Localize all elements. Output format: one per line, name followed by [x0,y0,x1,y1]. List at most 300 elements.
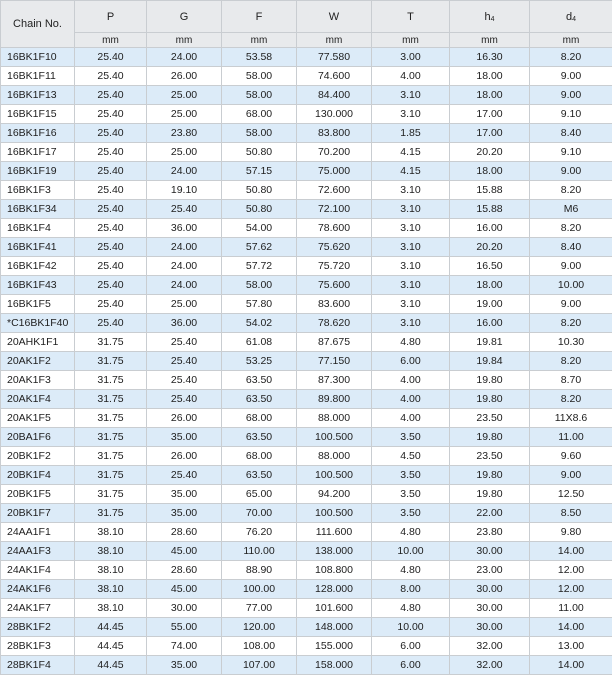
t-cell: 3.10 [372,219,450,238]
h4-cell: 30.00 [450,580,530,599]
p-cell: 25.40 [75,314,147,333]
table-row [1,580,612,599]
h4-cell: 30.00 [450,542,530,561]
chain-no-cell: 16BK1F34 [1,200,75,219]
table-row [1,333,612,352]
chain-no-cell: 16BK1F16 [1,124,75,143]
g-cell: 35.00 [147,428,222,447]
f-cell: 58.00 [222,67,297,86]
f-cell: 100.00 [222,580,297,599]
table-row [1,428,612,447]
h4-cell: 32.00 [450,656,530,675]
chain-no-cell: 24AA1F1 [1,523,75,542]
f-cell: 50.80 [222,181,297,200]
p-cell: 25.40 [75,200,147,219]
g-cell: 74.00 [147,637,222,656]
d4-cell: 9.60 [530,447,612,466]
d4-cell: 8.20 [530,48,612,67]
h4-cell: 17.00 [450,124,530,143]
column-header-g: G [147,1,222,33]
table-row [1,599,612,618]
w-cell: 83.800 [297,124,372,143]
t-cell: 3.50 [372,485,450,504]
t-cell: 3.50 [372,428,450,447]
g-cell: 25.40 [147,352,222,371]
d4-cell: 9.00 [530,162,612,181]
chain-no-cell: 16BK1F3 [1,181,75,200]
chain-no-cell: 28BK1F4 [1,656,75,675]
g-cell: 26.00 [147,409,222,428]
t-cell: 4.00 [372,67,450,86]
g-cell: 24.00 [147,48,222,67]
table-header [1,1,612,48]
t-cell: 4.50 [372,447,450,466]
g-cell: 25.00 [147,105,222,124]
chain-no-cell: 16BK1F41 [1,238,75,257]
f-cell: 68.00 [222,447,297,466]
d4-cell: 11.00 [530,428,612,447]
table-row [1,352,612,371]
h4-cell: 16.00 [450,219,530,238]
d4-cell: 9.00 [530,295,612,314]
h4-cell: 15.88 [450,181,530,200]
d4-cell: 8.50 [530,504,612,523]
h4-cell: 19.80 [450,390,530,409]
table-row [1,48,612,67]
p-cell: 31.75 [75,352,147,371]
h4-cell: 18.00 [450,162,530,181]
g-cell: 45.00 [147,542,222,561]
w-cell: 84.400 [297,86,372,105]
p-cell: 31.75 [75,390,147,409]
table-row [1,523,612,542]
chain-no-cell: 16BK1F19 [1,162,75,181]
p-cell: 25.40 [75,124,147,143]
h4-cell: 19.84 [450,352,530,371]
d4-cell: 8.40 [530,238,612,257]
chain-no-cell: 20AHK1F1 [1,333,75,352]
table-row [1,219,612,238]
header-row-labels [1,1,612,33]
w-cell: 87.300 [297,371,372,390]
w-cell: 100.500 [297,428,372,447]
h4-cell: 19.80 [450,371,530,390]
table-row [1,504,612,523]
p-cell: 31.75 [75,504,147,523]
chain-no-cell: 24AK1F6 [1,580,75,599]
g-cell: 25.00 [147,143,222,162]
f-cell: 70.00 [222,504,297,523]
w-cell: 88.000 [297,409,372,428]
chain-no-cell: 20AK1F3 [1,371,75,390]
table-row [1,295,612,314]
table-row [1,257,612,276]
unit-p: mm [75,33,147,48]
table-body [1,48,612,675]
table-row [1,542,612,561]
f-cell: 107.00 [222,656,297,675]
chain-no-cell: 16BK1F43 [1,276,75,295]
t-cell: 3.50 [372,504,450,523]
chain-no-cell: 24AK1F4 [1,561,75,580]
table-row [1,162,612,181]
h4-cell: 30.00 [450,599,530,618]
g-cell: 30.00 [147,599,222,618]
h4-cell: 23.50 [450,409,530,428]
t-cell: 3.10 [372,257,450,276]
chain-no-cell: 16BK1F15 [1,105,75,124]
d4-cell: 8.40 [530,124,612,143]
f-cell: 68.00 [222,409,297,428]
w-cell: 101.600 [297,599,372,618]
w-cell: 70.200 [297,143,372,162]
d4-cell: 9.00 [530,67,612,86]
chain-no-cell: 20BK1F5 [1,485,75,504]
table-row [1,561,612,580]
w-cell: 75.720 [297,257,372,276]
p-cell: 25.40 [75,162,147,181]
table-row [1,143,612,162]
p-cell: 38.10 [75,599,147,618]
h4-cell: 18.00 [450,67,530,86]
t-cell: 6.00 [372,352,450,371]
w-cell: 88.000 [297,447,372,466]
t-cell: 1.85 [372,124,450,143]
p-cell: 44.45 [75,618,147,637]
t-cell: 4.15 [372,143,450,162]
t-cell: 4.80 [372,561,450,580]
table-row [1,200,612,219]
w-cell: 72.100 [297,200,372,219]
w-cell: 158.000 [297,656,372,675]
g-cell: 24.00 [147,162,222,181]
column-header-p: P [75,1,147,33]
column-header-f: F [222,1,297,33]
p-cell: 25.40 [75,219,147,238]
p-cell: 44.45 [75,656,147,675]
w-cell: 138.000 [297,542,372,561]
f-cell: 57.72 [222,257,297,276]
chain-no-cell: 20AK1F5 [1,409,75,428]
chain-no-cell: 16BK1F4 [1,219,75,238]
h4-cell: 16.50 [450,257,530,276]
chain-no-cell: 16BK1F5 [1,295,75,314]
unit-w: mm [297,33,372,48]
p-cell: 25.40 [75,181,147,200]
f-cell: 110.00 [222,542,297,561]
f-cell: 58.00 [222,276,297,295]
g-cell: 25.40 [147,371,222,390]
g-cell: 24.00 [147,276,222,295]
table-row [1,67,612,86]
g-cell: 35.00 [147,656,222,675]
d4-cell: 9.00 [530,86,612,105]
h4-cell: 32.00 [450,637,530,656]
f-cell: 88.90 [222,561,297,580]
d4-cell: 12.50 [530,485,612,504]
t-cell: 3.50 [372,466,450,485]
d4-cell: 8.20 [530,181,612,200]
f-cell: 57.62 [222,238,297,257]
t-cell: 4.00 [372,390,450,409]
h4-cell: 18.00 [450,276,530,295]
d4-cell: 8.20 [530,219,612,238]
w-cell: 78.600 [297,219,372,238]
p-cell: 31.75 [75,409,147,428]
g-cell: 35.00 [147,504,222,523]
g-cell: 25.40 [147,390,222,409]
p-cell: 31.75 [75,428,147,447]
chain-no-cell: 28BK1F2 [1,618,75,637]
h4-cell: 23.50 [450,447,530,466]
w-cell: 100.500 [297,466,372,485]
f-cell: 54.00 [222,219,297,238]
unit-g: mm [147,33,222,48]
f-cell: 63.50 [222,466,297,485]
f-cell: 76.20 [222,523,297,542]
table-row [1,447,612,466]
g-cell: 25.00 [147,295,222,314]
p-cell: 38.10 [75,580,147,599]
t-cell: 4.00 [372,371,450,390]
table-row [1,618,612,637]
t-cell: 6.00 [372,656,450,675]
t-cell: 10.00 [372,542,450,561]
column-header-t: T [372,1,450,33]
chain-no-header: Chain No. [1,1,75,48]
g-cell: 45.00 [147,580,222,599]
d4-cell: 10.00 [530,276,612,295]
h4-cell: 30.00 [450,618,530,637]
chain-no-cell: 24AK1F7 [1,599,75,618]
chain-no-cell: 16BK1F11 [1,67,75,86]
h4-cell: 19.81 [450,333,530,352]
chain-no-cell: 28BK1F3 [1,637,75,656]
f-cell: 63.50 [222,428,297,447]
g-cell: 36.00 [147,314,222,333]
p-cell: 38.10 [75,542,147,561]
table-row [1,238,612,257]
table-row [1,390,612,409]
p-cell: 25.40 [75,276,147,295]
w-cell: 89.800 [297,390,372,409]
t-cell: 3.10 [372,200,450,219]
f-cell: 58.00 [222,86,297,105]
t-cell: 4.80 [372,599,450,618]
t-cell: 3.10 [372,86,450,105]
t-cell: 6.00 [372,637,450,656]
p-cell: 25.40 [75,238,147,257]
g-cell: 25.40 [147,466,222,485]
p-cell: 31.75 [75,447,147,466]
d4-cell: 8.20 [530,314,612,333]
w-cell: 75.600 [297,276,372,295]
table-row [1,314,612,333]
f-cell: 63.50 [222,371,297,390]
d4-cell: 9.00 [530,466,612,485]
w-cell: 130.000 [297,105,372,124]
h4-cell: 19.00 [450,295,530,314]
p-cell: 25.40 [75,105,147,124]
p-cell: 25.40 [75,86,147,105]
unit-t: mm [372,33,450,48]
g-cell: 28.60 [147,523,222,542]
w-cell: 111.600 [297,523,372,542]
d4-cell: 12.00 [530,561,612,580]
g-cell: 25.40 [147,200,222,219]
w-cell: 155.000 [297,637,372,656]
unit-h4: mm [450,33,530,48]
chain-no-cell: 20AK1F2 [1,352,75,371]
h4-cell: 18.00 [450,86,530,105]
w-cell: 100.500 [297,504,372,523]
g-cell: 35.00 [147,485,222,504]
f-cell: 53.25 [222,352,297,371]
f-cell: 57.80 [222,295,297,314]
f-cell: 68.00 [222,105,297,124]
t-cell: 3.10 [372,276,450,295]
d4-cell: 10.30 [530,333,612,352]
table-row [1,181,612,200]
h4-cell: 16.30 [450,48,530,67]
g-cell: 24.00 [147,238,222,257]
h4-cell: 23.80 [450,523,530,542]
h4-cell: 19.80 [450,485,530,504]
d4-cell: 8.20 [530,352,612,371]
p-cell: 38.10 [75,561,147,580]
d4-cell: M6 [530,200,612,219]
g-cell: 26.00 [147,67,222,86]
table-row [1,371,612,390]
t-cell: 8.00 [372,580,450,599]
w-cell: 108.800 [297,561,372,580]
f-cell: 77.00 [222,599,297,618]
w-cell: 74.600 [297,67,372,86]
p-cell: 25.40 [75,257,147,276]
p-cell: 38.10 [75,523,147,542]
chain-no-cell: 20BK1F7 [1,504,75,523]
w-cell: 128.000 [297,580,372,599]
w-cell: 77.150 [297,352,372,371]
f-cell: 53.58 [222,48,297,67]
t-cell: 3.10 [372,105,450,124]
chain-no-cell: *C16BK1F40 [1,314,75,333]
g-cell: 55.00 [147,618,222,637]
f-cell: 57.15 [222,162,297,181]
d4-cell: 14.00 [530,656,612,675]
d4-cell: 13.00 [530,637,612,656]
table-row [1,409,612,428]
h4-cell: 22.00 [450,504,530,523]
table-row [1,637,612,656]
d4-cell: 9.80 [530,523,612,542]
h4-cell: 19.80 [450,466,530,485]
table-row [1,466,612,485]
chain-no-cell: 20BK1F2 [1,447,75,466]
table-row [1,86,612,105]
d4-cell: 8.20 [530,390,612,409]
unit-d4: mm [530,33,612,48]
f-cell: 58.00 [222,124,297,143]
f-cell: 50.80 [222,143,297,162]
chain-no-cell: 20BK1F4 [1,466,75,485]
table-row [1,105,612,124]
g-cell: 25.00 [147,86,222,105]
table-row [1,276,612,295]
chain-no-cell: 16BK1F17 [1,143,75,162]
h4-cell: 23.00 [450,561,530,580]
d4-cell: 11.00 [530,599,612,618]
d4-cell: 9.00 [530,257,612,276]
p-cell: 25.40 [75,143,147,162]
f-cell: 50.80 [222,200,297,219]
g-cell: 23.80 [147,124,222,143]
w-cell: 75.620 [297,238,372,257]
g-cell: 19.10 [147,181,222,200]
w-cell: 72.600 [297,181,372,200]
t-cell: 4.00 [372,409,450,428]
h4-cell: 16.00 [450,314,530,333]
p-cell: 25.40 [75,48,147,67]
header-row-units [1,33,612,48]
d4-cell: 14.00 [530,618,612,637]
t-cell: 3.10 [372,181,450,200]
p-cell: 31.75 [75,371,147,390]
t-cell: 3.10 [372,314,450,333]
w-cell: 78.620 [297,314,372,333]
w-cell: 77.580 [297,48,372,67]
chain-no-cell: 16BK1F13 [1,86,75,105]
d4-cell: 9.10 [530,143,612,162]
w-cell: 94.200 [297,485,372,504]
w-cell: 148.000 [297,618,372,637]
f-cell: 63.50 [222,390,297,409]
t-cell: 3.00 [372,48,450,67]
w-cell: 87.675 [297,333,372,352]
chain-no-cell: 16BK1F10 [1,48,75,67]
h4-cell: 20.20 [450,143,530,162]
t-cell: 4.80 [372,333,450,352]
f-cell: 108.00 [222,637,297,656]
chain-no-cell: 24AA1F3 [1,542,75,561]
d4-cell: 12.00 [530,580,612,599]
f-cell: 54.02 [222,314,297,333]
w-cell: 83.600 [297,295,372,314]
chain-no-cell: 16BK1F42 [1,257,75,276]
d4-cell: 9.10 [530,105,612,124]
column-header-d4: $d_4$ [530,1,612,33]
t-cell: 4.15 [372,162,450,181]
f-cell: 61.08 [222,333,297,352]
g-cell: 25.40 [147,333,222,352]
h4-cell: 15.88 [450,200,530,219]
table-row [1,124,612,143]
unit-f: mm [222,33,297,48]
d4-cell: 14.00 [530,542,612,561]
d4-cell: 8.70 [530,371,612,390]
p-cell: 31.75 [75,485,147,504]
p-cell: 44.45 [75,637,147,656]
column-header-w: W [297,1,372,33]
table-row [1,485,612,504]
p-cell: 31.75 [75,333,147,352]
d4-cell: 11X8.6 [530,409,612,428]
chain-no-cell: 20BA1F6 [1,428,75,447]
h4-cell: 20.20 [450,238,530,257]
g-cell: 36.00 [147,219,222,238]
t-cell: 3.10 [372,295,450,314]
h4-cell: 19.80 [450,428,530,447]
